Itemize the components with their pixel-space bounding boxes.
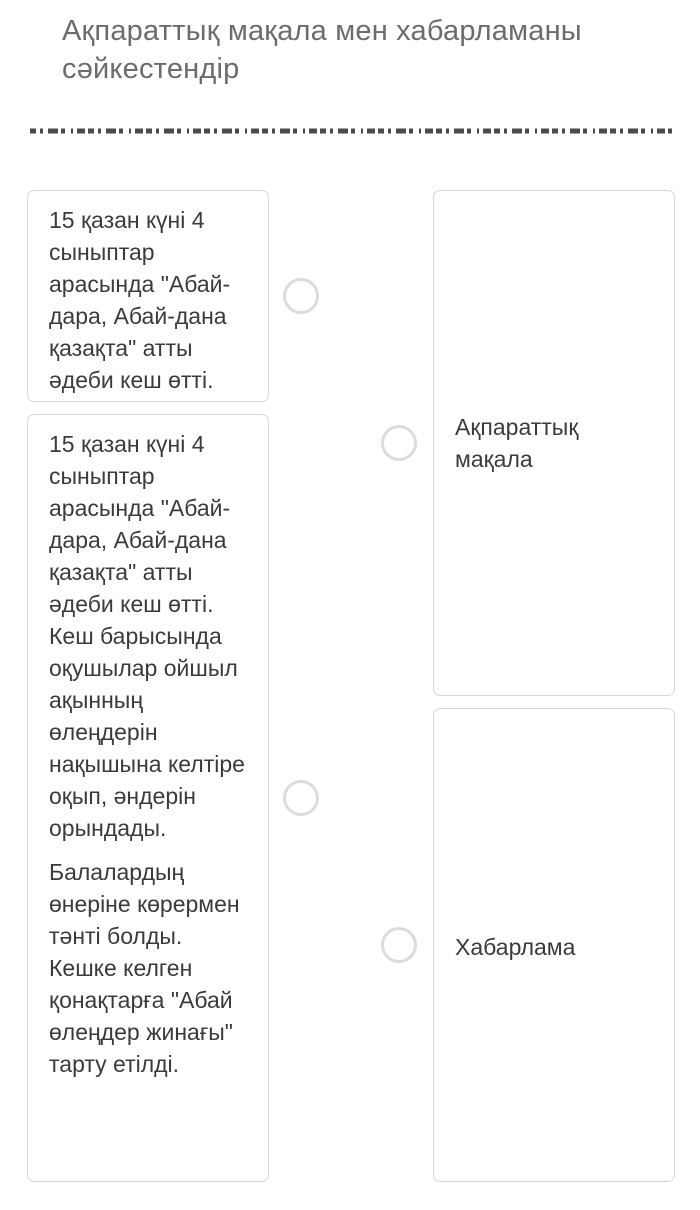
right-item-message[interactable] [433,708,675,1182]
left-item-paragraph: 15 қазан күні 4 сыныптар арасында "Абай-дара, Абай-дана қазақта" атты әдеби кеш өтті. Кеш барысында оқушылар ойшыл ақынның өлеңдерін нақышына келтіре оқып, әндерін орындады. [49,431,245,841]
left-item-paragraph: 15 қазан күні 4 сыныптар арасында "Абай-дара, Абай-дана қазақта" атты әдеби кеш өтті. [49,207,231,393]
left-connector-2[interactable] [283,780,319,816]
left-item-text [28,191,268,396]
right-item-label: Ақпараттық мақала [455,414,579,472]
right-connector-2[interactable] [381,927,417,963]
dashed-divider [30,124,672,138]
left-connector-1[interactable] [283,278,319,314]
left-item-short[interactable] [27,190,269,402]
right-connector-1[interactable] [381,425,417,461]
right-item-label: Хабарлама [455,934,576,960]
left-item-paragraph: Балалардың өнеріне көрермен тәнті болды. Кешке келген қонақтарға "Абай өлеңдер жинағы" тарту етілді. [49,859,240,1077]
left-item-text [28,415,268,1080]
page-title: Ақпараттық мақала мен хабарламаны сәйкестендір [62,15,582,85]
right-item-article[interactable] [433,190,675,696]
left-item-long[interactable] [27,414,269,1182]
